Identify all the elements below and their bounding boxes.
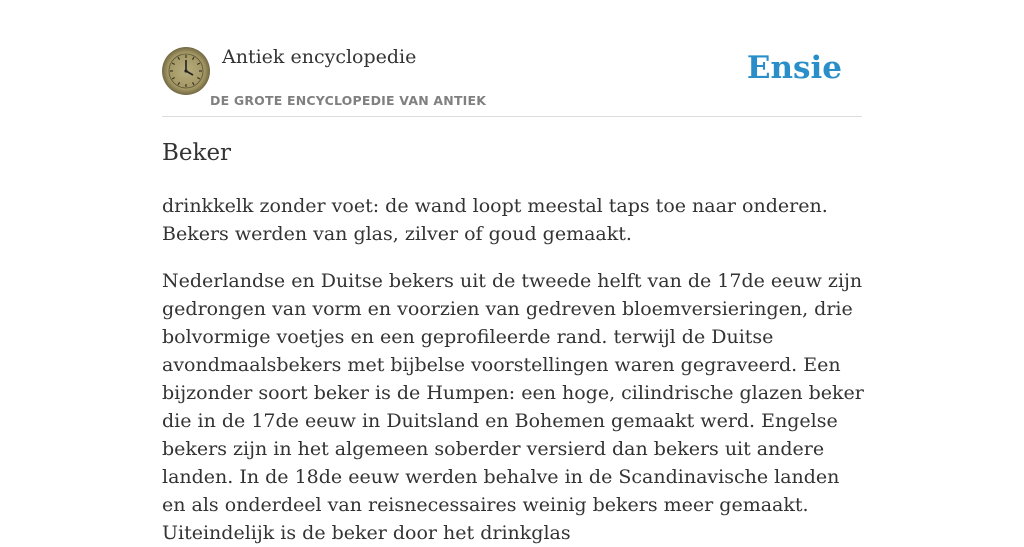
- article-title: Beker: [162, 140, 232, 166]
- antique-clock-icon[interactable]: [162, 47, 210, 95]
- site-title[interactable]: Antiek encyclopedie: [222, 46, 417, 68]
- article-paragraph: drinkkelk zonder voet: de wand loopt meestal taps toe naar onderen. Bekers werden van glas, zilver of goud gemaakt.: [162, 195, 828, 245]
- site-header: [162, 40, 862, 117]
- site-subtitle: DE GROTE ENCYCLOPEDIE VAN ANTIEK: [210, 93, 487, 108]
- ensie-logo-link[interactable]: Ensie: [746, 50, 842, 86]
- clock-face-graphic: [162, 47, 210, 95]
- article-paragraph: Nederlandse en Duitse bekers uit de tweede helft van de 17de eeuw zijn gedrongen van vorm en voorzien van gedreven bloemversieringen, drie bolvormige voetjes en een geprofileerde rand. terwijl de Duitse avondmaalsbekers met bijbelse voorstellingen waren gegraveerd. Een bijzonder soort beker is de Humpen: een hoge, cilindrische glazen beker die in de 17de eeuw in Duitsland en Bohemen gemaakt werd. Engelse bekers zijn in het algemeen soberder versierd dan bekers uit andere landen. In de 18de eeuw werden behalve in de Scandinavische landen en als onderdeel van reisnecessaires weinig bekers meer gemaakt. Uiteindelijk is de beker door het drinkglas: [162, 270, 864, 544]
